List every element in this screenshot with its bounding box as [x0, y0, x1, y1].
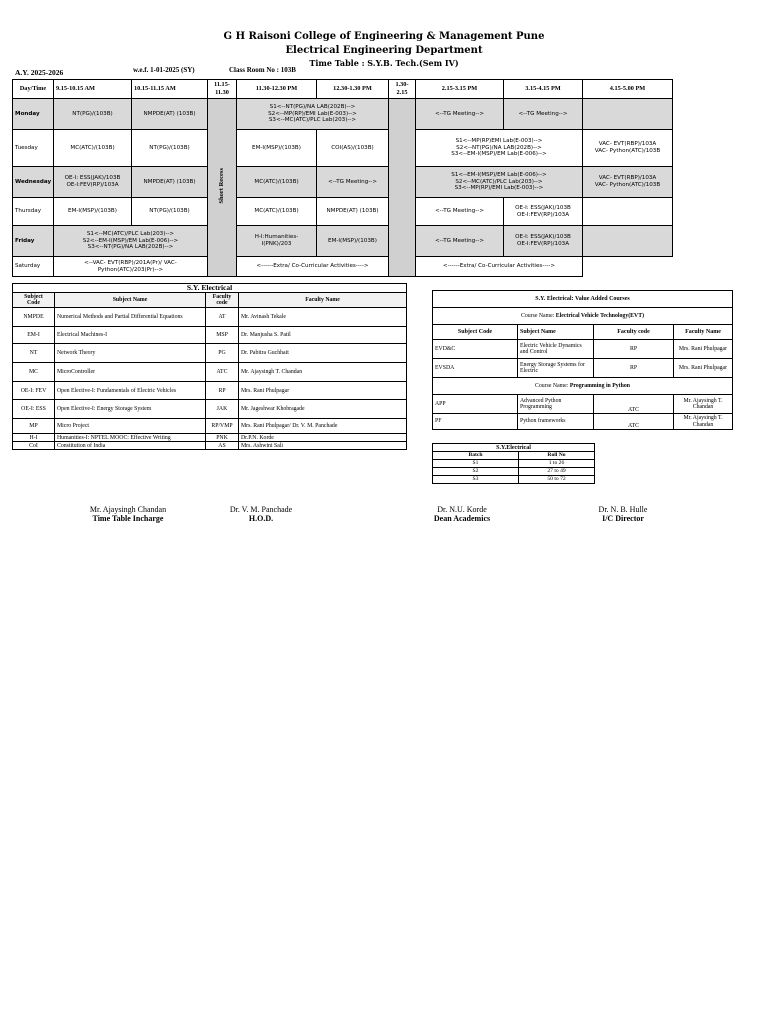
subject-name: Advanced Python Programming	[518, 395, 594, 414]
faculty-code: ATC	[594, 414, 674, 430]
vac-title: S.Y. Electrical: Value Added Courses	[433, 291, 733, 308]
faculty-code: JAK	[206, 400, 239, 419]
subjects-table	[12, 283, 407, 450]
timetable-cell: S1<--EM-I(MSP)/EM Lab(E-006)--> S2<--MC(ATC)/PLC Lab(203)--> S3<--MP(RP)/EMI Lab(E-003)-->	[416, 167, 583, 198]
table-row	[13, 327, 407, 344]
signature-dean	[387, 505, 537, 523]
roll-range: 1 to 26	[519, 460, 595, 468]
faculty-name: Mr. Ajaysingh T. Chandan	[674, 414, 733, 430]
faculty-name: Mr. Avinash Tekale	[239, 308, 407, 327]
batch-name: S1	[433, 460, 519, 468]
vac-header-row	[433, 325, 733, 340]
table-row	[13, 308, 407, 327]
timetable-cell: H-I:Humanities- I(PNK)/203	[237, 226, 317, 257]
classroom: Class Room No : 103B	[229, 66, 296, 74]
short-recess-label: Short Recess	[217, 168, 225, 204]
timetable-cell	[583, 226, 673, 257]
row-wednesday	[13, 167, 673, 198]
row-friday	[13, 226, 673, 257]
roll-header: Roll No	[519, 452, 595, 460]
batch-name: S3	[433, 476, 519, 484]
table-row	[13, 344, 407, 363]
table-row	[13, 419, 407, 434]
signatory-name: Dr. V. M. Panchade	[229, 505, 293, 514]
timetable-cell: EM-I(MSP)/(103B)	[317, 226, 389, 257]
row-saturday	[13, 257, 673, 277]
subject-code: EM-I	[13, 327, 55, 344]
timetable-cell: S1<--NT(PG)/NA LAB(202B)--> S2<--MP(RP)/EMI Lab(E-003)--> S3<--MC(ATC)/PLC Lab(203)-->	[237, 99, 389, 130]
subject-name: Network Theory	[55, 344, 206, 363]
table-row	[433, 460, 595, 468]
timetable-cell: <--TG Meeting-->	[317, 167, 389, 198]
table-row	[13, 382, 407, 400]
batch-header: Batch	[433, 452, 519, 460]
vac-header-code: Subject Code	[433, 325, 518, 340]
signatory-name: Dr. N. B. Hulle	[598, 505, 648, 514]
subject-code: MC	[13, 363, 55, 382]
subject-name: MicroController	[55, 363, 206, 382]
faculty-code: AT	[206, 308, 239, 327]
course-prefix: Course Name:	[520, 312, 556, 319]
timetable-cell: VAC- EVT(RBP)/103A VAC- Python(ATC)/103B	[583, 130, 673, 167]
faculty-name: Mr. Ajaysingh T. Chandan	[674, 395, 733, 414]
subject-code: MP	[13, 419, 55, 434]
timetable-cell	[583, 198, 673, 226]
timetable-cell: NT(PG)/(103B)	[132, 198, 208, 226]
header-day-time: Day/Time	[13, 80, 54, 99]
subject-code: OE-I: ESS	[13, 400, 55, 419]
table-row	[433, 340, 733, 359]
timetable-cell: NT(PG)/(103B)	[54, 99, 132, 130]
faculty-code: ATC	[206, 363, 239, 382]
timetable-cell: OE-I: ESS(JAK)/103B OE-I:FEV(RP)/103A	[504, 198, 583, 226]
table-row	[433, 476, 595, 484]
signature-timetable-incharge	[53, 505, 203, 523]
timetable-cell: <--TG Meeting-->	[504, 99, 583, 130]
header-slot-1: 9.15-10.15 AM	[54, 80, 132, 99]
course-name: Electrical Vehicle Technology(EVT)	[555, 312, 645, 319]
subjects-header-fcode: Faculty code	[206, 293, 239, 308]
faculty-name: Dr. Manjusha S. Patil	[239, 327, 407, 344]
faculty-name: Dr.P.N. Korde	[239, 434, 407, 442]
signatory-name: Mr. Ajaysingh Chandan	[89, 505, 167, 514]
vac-header-name: Subject Name	[518, 325, 594, 340]
faculty-name: Mrs. Rani Phulpagar	[674, 340, 733, 359]
empty-cell	[583, 257, 673, 277]
subject-code: NT	[13, 344, 55, 363]
table-row	[13, 434, 407, 442]
college-name: G H Raisoni College of Engineering & Management Pune	[223, 31, 545, 42]
subject-code: H-I	[13, 434, 55, 442]
timetable-cell: COI(AS)/(103B)	[317, 130, 389, 167]
faculty-name: Mrs. Ashwini Sali	[239, 442, 407, 450]
day-label: Wednesday	[13, 167, 54, 198]
table-row	[433, 468, 595, 476]
faculty-name: Mr. Jageshwar Khobragade	[239, 400, 407, 419]
subjects-header-name: Subject Name	[55, 293, 206, 308]
header-slot-4: 12.30-1.30 PM	[317, 80, 389, 99]
subjects-header-fname: Faculty Name	[239, 293, 407, 308]
timetable-cell: MC(ATC)/(103B)	[237, 167, 317, 198]
course-prefix: Course Name:	[535, 382, 570, 389]
faculty-name: Mr. Ajaysingh T. Chandan	[239, 363, 407, 382]
vac-course-evt	[433, 308, 733, 325]
subject-name: Numerical Methods and Partial Differential Equations	[55, 308, 206, 327]
day-label: Saturday	[13, 257, 54, 277]
subject-code: OE-I: FEV	[13, 382, 55, 400]
subject-name: Energy Storage Systems for Electric	[518, 359, 594, 378]
batch-name: S2	[433, 468, 519, 476]
subjects-title: S.Y. Electrical	[13, 284, 407, 293]
timetable-cell: S1<--MC(ATC)/PLC Lab(203)--> S2<--EM-I(MSP)/EM Lab(E-006)--> S3<--NT(PG)/NA LAB(202B)-->	[54, 226, 208, 257]
faculty-name: Mrs. Rani Phulpagar	[239, 382, 407, 400]
timetable-cell	[583, 99, 673, 130]
subject-name: Open Elective-I: Fundamentals of Electric Vehicles	[55, 382, 206, 400]
signature-director	[548, 505, 698, 523]
faculty-code: RP	[206, 382, 239, 400]
subject-name: Python frameworks	[518, 414, 594, 430]
roll-range: 27 to 49	[519, 468, 595, 476]
header-slot-5: 2.15-3.15 PM	[416, 80, 504, 99]
faculty-code: ATC	[594, 395, 674, 414]
value-added-courses-table	[432, 290, 733, 430]
timetable-cell: <--TG Meeting-->	[416, 99, 504, 130]
batch-header-row	[433, 452, 595, 460]
wef-date: w.e.f. 1-01-2025 (SY)	[133, 66, 195, 74]
table-row	[13, 442, 407, 450]
timetable-title: Time Table : S.Y.B. Tech.(Sem IV)	[309, 58, 459, 68]
timetable	[12, 79, 673, 277]
subject-code: APP	[433, 395, 518, 414]
timetable-cell: <--VAC- EVT(RBP)/201A(Pr)/ VAC- Python(ATC)/203(Pr)-->	[54, 257, 208, 277]
faculty-name: Dr. Pabitra Guchhait	[239, 344, 407, 363]
signatory-role: Time Table Incharge	[92, 514, 164, 523]
timetable-cell: NMPDE(AT) (103B)	[132, 99, 208, 130]
subject-name: Micro Project	[55, 419, 206, 434]
table-row	[433, 414, 733, 430]
timetable-cell: S1<--MP(RP)EMI Lab(E-003)--> S2<--NT(PG)/NA LAB(202B)--> S3<--EM-I(MSP)/EM Lab(E-006)-->	[416, 130, 583, 167]
timetable-cell: NT(PG)/(103B)	[132, 130, 208, 167]
vac-course-python	[433, 378, 733, 395]
timetable-cell: OE-I: ESS(JAK)/103B OE-I:FEV(RP)/103A	[504, 226, 583, 257]
roll-range: 50 to 72	[519, 476, 595, 484]
timetable-cell: <------Extra/ Co-Curricular Activities---->	[237, 257, 389, 277]
lunch-break-column	[389, 99, 416, 277]
header-slot-6: 3.15-4.15 PM	[504, 80, 583, 99]
table-row	[13, 400, 407, 419]
signatory-name: Dr. N.U. Korde	[437, 505, 487, 514]
subjects-header-row	[13, 293, 407, 308]
subject-code: NMPDE	[13, 308, 55, 327]
faculty-code: PG	[206, 344, 239, 363]
faculty-name: Mrs. Rani Phulpagar/ Dr. V. M. Panchade	[239, 419, 407, 434]
subject-name: Constitution of India	[55, 442, 206, 450]
timetable-cell: <------Extra/ Co-Curricular Activities---->	[416, 257, 583, 277]
row-tuesday	[13, 130, 673, 167]
faculty-code: AS	[206, 442, 239, 450]
department-name: Electrical Engineering Department	[285, 45, 483, 56]
day-label: Tuesday	[13, 130, 54, 167]
faculty-code: RP/VMP	[206, 419, 239, 434]
signatory-role: I/C Director	[602, 514, 644, 523]
subject-name: Electric Vehicle Dynamics and Control	[518, 340, 594, 359]
signatory-role: Dean Academics	[433, 514, 491, 523]
header-slot-7: 4.15-5.00 PM	[583, 80, 673, 99]
vac-header-fcode: Faculty code	[594, 325, 674, 340]
timetable-header-row	[13, 80, 673, 99]
header-slot-3: 11.30-12.30 PM	[237, 80, 317, 99]
subject-code: CoI	[13, 442, 55, 450]
subject-code: EVD&C	[433, 340, 518, 359]
faculty-code: MSP	[206, 327, 239, 344]
timetable-cell: VAC- EVT(RBP)/103A VAC- Python(ATC)/103B	[583, 167, 673, 198]
subject-name: Open Elective-I: Energy Storage System	[55, 400, 206, 419]
faculty-code: PNK	[206, 434, 239, 442]
subject-name: Humanities-I: NPTEL MOOC: Effective Writing	[55, 434, 206, 442]
subject-code: PF	[433, 414, 518, 430]
faculty-code: RP	[594, 340, 674, 359]
day-label: Thursday	[13, 198, 54, 226]
academic-year: A.Y. 2025-2026	[15, 68, 64, 77]
subjects-header-code: Subject Code	[13, 293, 55, 308]
row-thursday	[13, 198, 673, 226]
timetable-cell: <--TG Meeting-->	[416, 226, 504, 257]
table-row	[13, 363, 407, 382]
timetable-cell: OE-I: ESS(JAK)/103B OE-I:FEV(RP)/103A	[54, 167, 132, 198]
timetable-cell: EM-I(MSP)/(103B)	[237, 130, 317, 167]
row-monday	[13, 99, 673, 130]
signatory-role: H.O.D.	[248, 514, 274, 523]
header-lunch: 1.30- 2.15	[389, 80, 416, 99]
timetable-cell: NMPDE(AT) (103B)	[132, 167, 208, 198]
vac-header-fname: Faculty Name	[674, 325, 733, 340]
day-label: Monday	[13, 99, 54, 130]
faculty-name: Mrs. Rani Phulpagar	[674, 359, 733, 378]
subject-code: EVSDA	[433, 359, 518, 378]
timetable-cell: NMPDE(AT) (103B)	[317, 198, 389, 226]
header-recess-1: 11.15- 11.30	[208, 80, 237, 99]
timetable-cell: <--TG Meeting-->	[416, 198, 504, 226]
subject-name: Electrical Machines-I	[55, 327, 206, 344]
batch-table	[432, 443, 595, 484]
timetable-cell: MC(ATC)/(103B)	[237, 198, 317, 226]
timetable-cell: MC(ATC)/(103B)	[54, 130, 132, 167]
faculty-code: RP	[594, 359, 674, 378]
table-row	[433, 395, 733, 414]
short-recess-column	[208, 99, 237, 277]
signature-hod	[186, 505, 336, 523]
header-slot-2: 10.15-11.15 AM	[132, 80, 208, 99]
timetable-cell: EM-I(MSP)/(103B)	[54, 198, 132, 226]
day-label: Friday	[13, 226, 54, 257]
batch-title: S.Y.Electrical	[433, 444, 595, 452]
table-row	[433, 359, 733, 378]
course-name: Programming in Python	[569, 382, 630, 389]
